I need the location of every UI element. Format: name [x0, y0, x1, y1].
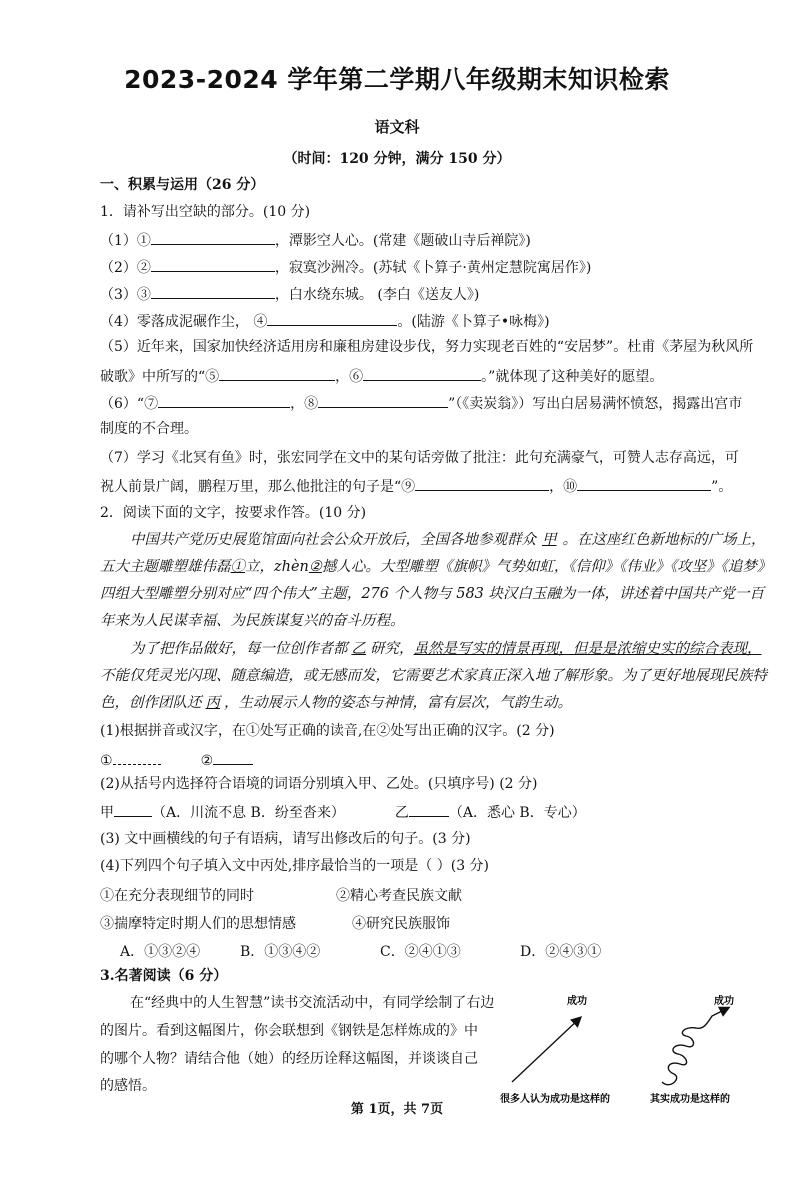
q1-item-3-num: （3）③ [100, 287, 151, 303]
exam-title: 2023-2024 学年第二学期八年级期末知识检索 [124, 65, 670, 94]
q1-item-7-line2 [100, 476, 732, 496]
answer-blank-10[interactable] [577, 476, 711, 491]
sub2-jia-label: 甲 [100, 805, 114, 821]
q2-para1-line3: 四组大型雕塑分别对应“四个伟大”主题，276 个人物与 583 块汉白玉融为一体，讲述着中国共产党一百 [100, 586, 765, 602]
straight-arrow [512, 1018, 580, 1082]
q3-line-3: 的哪个人物？请结合他（她）的经历诠释这幅图，并谈谈自己 [100, 1051, 478, 1067]
left-caption: 很多人认为成功是这样的 [500, 1094, 610, 1105]
answer-blank-1[interactable] [151, 230, 275, 245]
q2-para2-line1 [130, 640, 762, 658]
q1-item-6-c: ”（《卖炭翁》）写出白居易满怀愤怒，揭露出宫市 [448, 396, 743, 412]
choice-d[interactable]: D．②④③① [520, 944, 602, 960]
blank-yi: 乙 [351, 641, 366, 657]
q2-p1l1-text: 中国共产党历史展览馆面向社会公众开放后，全国各地参观群众 [130, 532, 536, 548]
q1-item-7-line1: （7）学习《北冥有鱼》时，张宏同学在文中的某句话旁做了批注：此句充满豪气，可赞人志存高远，可 [100, 450, 739, 466]
sub2-yi-options: （A．悉心 B．专心） [448, 805, 586, 821]
q1-item-2-text: ，寂寞沙洲冷。(苏轼《卜算子·黄州定慧院寓居作》) [274, 260, 592, 276]
left-success-label: 成功 [567, 996, 587, 1007]
sentence-2: ②精心考查民族文献 [336, 888, 462, 904]
exam-subject: 语文科 [374, 118, 420, 136]
blank-jia: 甲 [542, 532, 557, 548]
sub1-answer-1-label: ① [100, 753, 113, 769]
sub1-answer-1[interactable] [113, 750, 161, 765]
q2-para1-line4: 年来为人民谋幸福、为民族谋复兴的奋斗历程。 [100, 613, 405, 629]
circle-mark-2: ② [308, 559, 322, 575]
sentence-4: ④研究民族服饰 [352, 916, 450, 932]
right-caption: 其实成功是这样的 [650, 1094, 730, 1105]
answer-blank-2[interactable] [151, 257, 275, 272]
q1-item-4 [100, 311, 550, 331]
q2-p2l3-text-b: ，生动展示人物的姿态与神情，富有层次，气韵生动。 [224, 695, 572, 711]
q2-para1-line1 [130, 531, 766, 549]
underlined-sentence: 虽然是写实的情景再现，但是是浓缩史实的综合表现， [413, 641, 762, 657]
choice-c[interactable]: C．②④①③ [380, 944, 461, 960]
q1-item-7-b: ，⑩ [549, 479, 578, 495]
q2-p1l2-pinyin: 立，zhèn [245, 559, 309, 575]
sub1-answer-2[interactable] [213, 750, 253, 765]
answer-blank-9[interactable] [415, 476, 549, 491]
q1-item-2 [100, 257, 591, 277]
q1-item-5-b: ，⑥ [335, 369, 364, 385]
q2-sub1-answers [100, 750, 253, 770]
sub2-yi-answer[interactable] [409, 802, 449, 817]
right-success-label: 成功 [714, 996, 734, 1007]
sub2-yi-label: 乙 [394, 805, 409, 821]
q3-line-2: 的图片。看到这幅图片，你会联想到《钢铁是怎样炼成的》中 [100, 1023, 478, 1039]
q2-p1l1-text-b: 。在这座红色新地标的广场上， [562, 532, 766, 548]
q2-p2l3-text: 色，创作团队还 [100, 695, 202, 711]
q2-p2l1-text-b: 研究， [370, 641, 414, 657]
q1-item-2-num: （2）② [100, 260, 151, 276]
q2-sub1: (1)根据拼音或汉字，在①处写正确的读音,在②处写出正确的汉字。(2 分) [100, 723, 555, 739]
q1-item-4-prefix: （4）零落成泥碾作尘， ④ [100, 314, 268, 330]
q2-title: 2．阅读下面的文字，按要求作答。(10 分) [100, 505, 367, 521]
q2-para2-line3 [100, 694, 572, 712]
answer-blank-8[interactable] [318, 393, 448, 408]
q2-p2l1-text: 为了把作品做好，每一位创作者都 [130, 641, 348, 657]
q1-item-1-num: （1）① [100, 233, 151, 249]
q3-title: 3.名著阅读（6 分） [100, 968, 228, 984]
sub2-jia-options: （A．川流不息 B．纷至沓来） [152, 805, 345, 821]
q1-item-6 [100, 393, 742, 413]
q1-item-6-line2: 制度的不合理。 [100, 421, 198, 437]
time-info: （时间：120 分钟，满分 150 分） [283, 151, 511, 167]
answer-blank-5[interactable] [219, 366, 335, 381]
sentence-1: ①在充分表现细节的同时 [100, 888, 254, 904]
q2-sub4: (4)下列四个句子填入文中丙处,排序最恰当的一项是（ ）(3 分) [100, 858, 490, 874]
sentence-3: ③揣摩特定时期人们的思想情感 [100, 916, 296, 932]
q2-para2-line2: 不能仅凭灵光闪现、随意编造，或无感而发，它需要艺术家真正深入地了解形象。为了更好地展现民族特 [100, 668, 767, 684]
blank-bing: 丙 [205, 695, 220, 711]
q1-item-5-c: 。”就体现了这种美好的愿望。 [481, 369, 664, 385]
section-heading: 一、积累与运用（26 分） [100, 177, 265, 193]
circle-mark-1: ① [230, 559, 245, 575]
q1-item-5-line2 [100, 366, 663, 386]
answer-blank-7[interactable] [158, 393, 290, 408]
answer-blank-3[interactable] [151, 284, 275, 299]
spiral-arrow [662, 1008, 728, 1085]
q1-item-5-a: 破歌》中所写的“⑤ [100, 369, 220, 385]
q2-sub2-answers [100, 802, 586, 822]
choice-b[interactable]: B．①③④② [240, 944, 321, 960]
choice-a[interactable]: A．①③②④ [120, 944, 201, 960]
q1-item-3-text: ，白水绕东城。 (李白《送友人》) [274, 287, 480, 303]
q3-line-4: 的感悟。 [100, 1078, 156, 1094]
sub1-answer-2-label: ② [200, 753, 214, 769]
sub2-jia-answer[interactable] [114, 802, 152, 817]
page-number: 第 1页，共 7页 [350, 1102, 444, 1117]
q1-item-6-b: ，⑧ [290, 396, 319, 412]
q1-item-5-line1: （5）近年来，国家加快经济适用房和廉租房建设步伐，努力实现老百姓的“安居梦”。杜甫《茅屋为秋风所 [100, 339, 754, 355]
q1-title: 1．请补写出空缺的部分。(10 分) [100, 204, 311, 220]
answer-blank-4[interactable] [267, 311, 397, 326]
q1-item-1 [100, 230, 531, 250]
q1-item-7-a: 祝人前景广阔，鹏程万里，那么他批注的句子是“⑨ [100, 479, 416, 495]
q1-item-1-text: ，潭影空人心。(常建《题破山寺后禅院》) [274, 233, 531, 249]
q2-p1l2-text: 五大主题雕塑雄伟磊 [100, 559, 231, 575]
q1-item-7-c: ”。 [711, 479, 733, 495]
q1-item-3 [100, 284, 479, 304]
answer-blank-6[interactable] [363, 366, 481, 381]
q3-line-1: 在“经典中的人生智慧”读书交流活动中，有同学绘制了右边 [130, 995, 495, 1011]
q1-item-4-suffix: 。(陆游《卜算子•咏梅》) [397, 314, 550, 330]
q1-item-6-a: （6）“⑦ [100, 396, 159, 412]
q2-para1-line2 [100, 558, 771, 576]
q2-sub3: (3) 文中画横线的句子有语病，请写出修改后的句子。(3 分) [100, 831, 471, 847]
q2-sub2: (2)从括号内选择符合语境的词语分别填入甲、乙处。(只填序号) (2 分) [100, 776, 538, 792]
q2-p1l2-text-c: 撼人心。大型雕塑《旗帜》气势如虹，《信仰》《伟业》《攻坚》《追梦》 [321, 559, 772, 575]
